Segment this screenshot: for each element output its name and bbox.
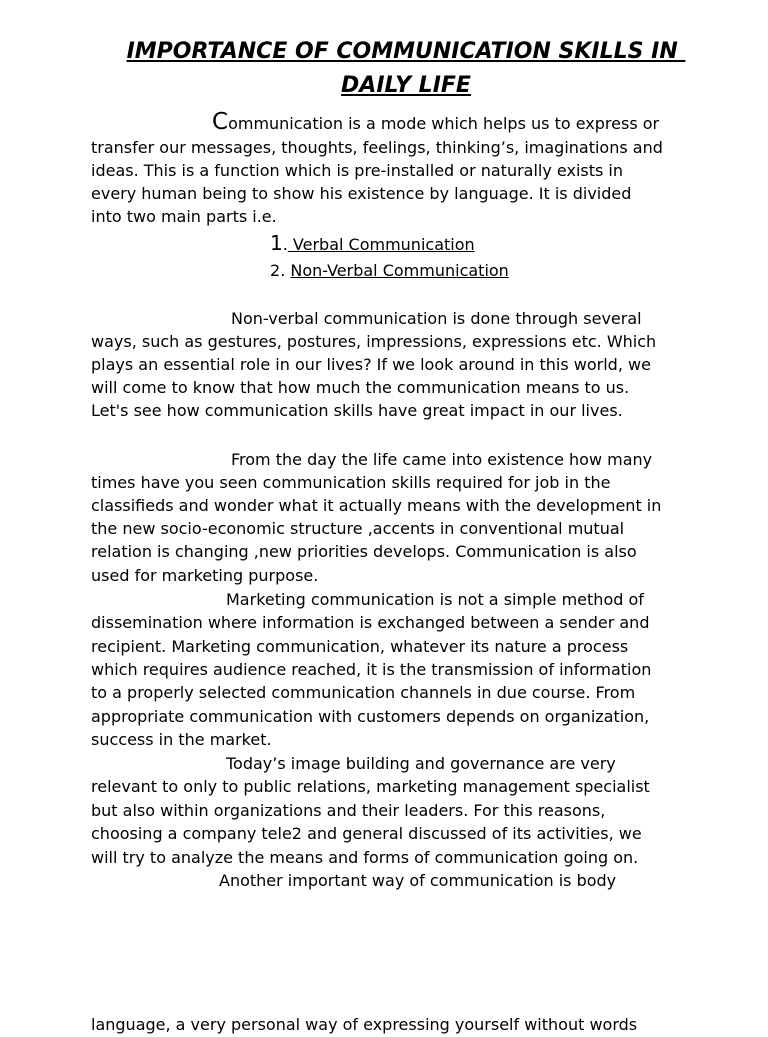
paragraph-1-line-1: ommunication is a mode which helps us to express or xyxy=(228,114,660,133)
paragraph-4-line-2: dissemination where information is exchanged between a sender and xyxy=(91,613,650,632)
paragraph-4-line-7: success in the market. xyxy=(91,730,272,749)
paragraph-3-line-4: the new socio-economic structure ,accents in conventional mutual xyxy=(91,519,625,538)
paragraph-6-cutoff-line: language, a very personal way of expressing yourself without words xyxy=(91,1015,638,1034)
paragraph-2-line-1: Non-verbal communication is done through several xyxy=(231,309,642,328)
paragraph-1-line-4: every human being to show his existence by language. It is divided xyxy=(91,184,632,203)
paragraph-2-line-4: will come to know that how much the communication means to us. xyxy=(91,378,630,397)
paragraph-5-line-2: relevant to only to public relations, marketing management specialist xyxy=(91,777,650,796)
paragraph-1-line-5: into two main parts i.e. xyxy=(91,207,277,226)
list-item-non-verbal xyxy=(270,259,509,283)
list-separator: . xyxy=(280,261,291,280)
paragraph-5-line-4: choosing a company tele2 and general discussed of its activities, we xyxy=(91,824,642,843)
paragraph-2-line-2: ways, such as gestures, postures, impressions, expressions etc. Which xyxy=(91,332,657,351)
paragraph-2-line-5: Let's see how communication skills have great impact in our lives. xyxy=(91,401,623,420)
paragraph-1-line-3: ideas. This is a function which is pre-installed or naturally exists in xyxy=(91,161,624,180)
paragraph-4-line-1: Marketing communication is not a simple method of xyxy=(226,590,644,609)
paragraph-4-line-4: which requires audience reached, it is the transmission of information xyxy=(91,660,652,679)
paragraph-5-line-3: but also within organizations and their leaders. For this reasons, xyxy=(91,801,606,820)
paragraph-4-line-6: appropriate communication with customers depends on organization, xyxy=(91,707,650,726)
paragraph-3-line-1: From the day the life came into existence how many xyxy=(231,450,653,469)
list-label-verbal: Verbal Communication xyxy=(287,235,475,254)
paragraph-3-line-2: times have you seen communication skills required for job in the xyxy=(91,473,611,492)
paragraph-3-line-5: relation is changing ,new priorities develops. Communication is also xyxy=(91,542,637,561)
paragraph-4-line-3: recipient. Marketing communication, whatever its nature a process xyxy=(91,637,629,656)
document-title-line-2: DAILY LIFE xyxy=(341,73,471,98)
paragraph-3-line-3: classifieds and wonder what it actually means with the development in xyxy=(91,496,662,515)
list-label-non-verbal: Non-Verbal Communication xyxy=(290,261,509,280)
paragraph-4-line-5: to a properly selected communication channels in due course. From xyxy=(91,683,636,702)
list-separator: . xyxy=(282,235,288,254)
paragraph-1-line-2: transfer our messages, thoughts, feelings, thinking’s, imaginations and xyxy=(91,138,663,157)
list-item-verbal xyxy=(270,231,475,257)
paragraph-5-line-1: Today’s image building and governance are very xyxy=(226,754,616,773)
paragraph-5-line-5: will try to analyze the means and forms of communication going on. xyxy=(91,848,639,867)
document-title-line-1: IMPORTANCE OF COMMUNICATION SKILLS IN xyxy=(126,39,686,64)
paragraph-6-line-1: Another important way of communication is body xyxy=(219,871,617,890)
drop-cap: C xyxy=(212,109,229,135)
paragraph-2-line-3: plays an essential role in our lives? If we look around in this world, we xyxy=(91,355,651,374)
list-number: 2 xyxy=(270,261,281,280)
paragraph-3-line-6: used for marketing purpose. xyxy=(91,566,319,585)
paragraph-1-first-line xyxy=(212,110,659,136)
list-number: 1 xyxy=(270,231,283,255)
